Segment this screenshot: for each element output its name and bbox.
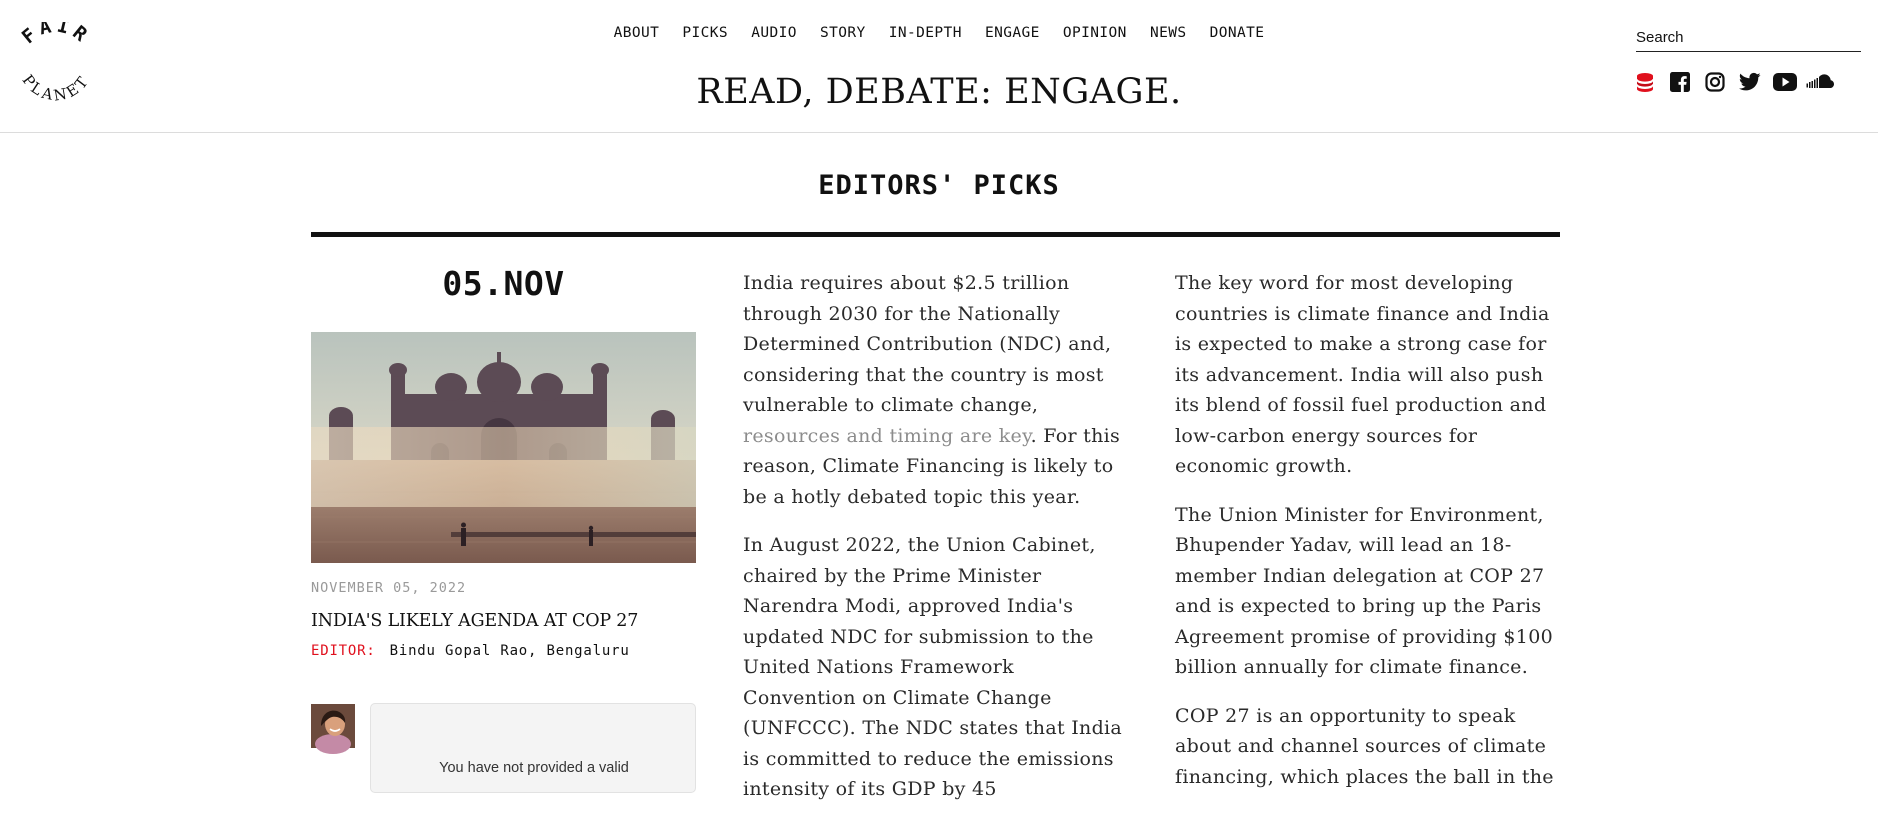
nav-about[interactable]: ABOUT [613, 25, 660, 41]
resources-link[interactable]: resources and timing are key [743, 424, 1031, 447]
article-title[interactable]: INDIA'S LIKELY AGENDA AT COP 27 [311, 611, 639, 631]
main-nav [0, 25, 1878, 41]
youtube-icon[interactable] [1773, 70, 1797, 94]
coins-icon[interactable] [1633, 70, 1657, 94]
nav-donate[interactable]: DONATE [1209, 25, 1265, 41]
twitter-icon[interactable] [1738, 70, 1762, 94]
article-hero-image[interactable] [311, 332, 696, 563]
nav-picks[interactable]: PICKS [682, 25, 729, 41]
logo-word-planet: PLANET [18, 71, 94, 105]
nav-engage[interactable]: ENGAGE [984, 25, 1040, 41]
avatar-image [311, 704, 355, 748]
logo-word-fair: FAIR [17, 22, 95, 49]
nav-audio[interactable]: AUDIO [751, 25, 797, 41]
search-input[interactable] [1636, 26, 1861, 52]
comment-notice-text: You have not provided a valid [439, 760, 629, 776]
article-paragraph [743, 268, 1133, 512]
editor-avatar[interactable] [311, 704, 355, 748]
facebook-icon[interactable] [1668, 70, 1692, 94]
site-tagline: READ, DEBATE: ENGAGE. [696, 72, 1182, 112]
editor-name[interactable]: Bindu Gopal Rao, Bengaluru [389, 643, 630, 659]
paragraph-text: India requires about $2.5 trillion through 2030 for the Nationally Determined Contribution (NDC) and, considering that the country is most vulnerable to climate change, [743, 272, 1112, 416]
editor-credit [311, 643, 630, 659]
section-divider [311, 232, 1560, 237]
article-body-column-2 [1175, 268, 1565, 810]
article-paragraph: The key word for most developing countries is climate finance and India is expected to make a strong case for its advancement. India will also push its blend of fossil fuel production and low-carbon energy sources for economic growth. [1175, 272, 1550, 477]
article-date: NOVEMBER 05, 2022 [311, 580, 467, 596]
section-heading: EDITORS' PICKS [818, 170, 1060, 201]
nav-in-depth[interactable]: IN-DEPTH [888, 25, 962, 41]
soundcloud-icon[interactable] [1808, 70, 1832, 94]
site-header [0, 0, 1878, 133]
nav-story[interactable]: STORY [819, 25, 866, 41]
comment-notice-box [370, 703, 696, 793]
paragraph-text: . For this reason, Climate Financing is likely to be a hotly debated topic this year. [743, 424, 1121, 508]
article-paragraph: The Union Minister for Environment, Bhupender Yadav, will lead an 18-member Indian delegation at COP 27 and is expected to bring up the Paris Agreement promise of providing $100 billion annually for climate finance. [1175, 503, 1553, 678]
nav-opinion[interactable]: OPINION [1062, 25, 1127, 41]
nav-news[interactable]: NEWS [1149, 25, 1187, 41]
article-paragraph: In August 2022, the Union Cabinet, chaired by the Prime Minister Narendra Modi, approved India's updated NDC for submission to the United Nations Framework Convention on Climate Change (UNFCCC). The NDC states that India is committed to reduce the emissions intensity of its GDP by 45 [743, 534, 1123, 800]
instagram-icon[interactable] [1703, 70, 1727, 94]
pick-date-label: 05.NOV [442, 264, 565, 303]
editor-label: EDITOR: [311, 643, 376, 659]
article-paragraph: COP 27 is an opportunity to speak about and channel sources of climate financing, which places the ball in the [1175, 704, 1554, 788]
taj-mahal-image [311, 332, 696, 563]
social-links [1633, 70, 1832, 94]
article-body-column-1 [743, 268, 1133, 823]
